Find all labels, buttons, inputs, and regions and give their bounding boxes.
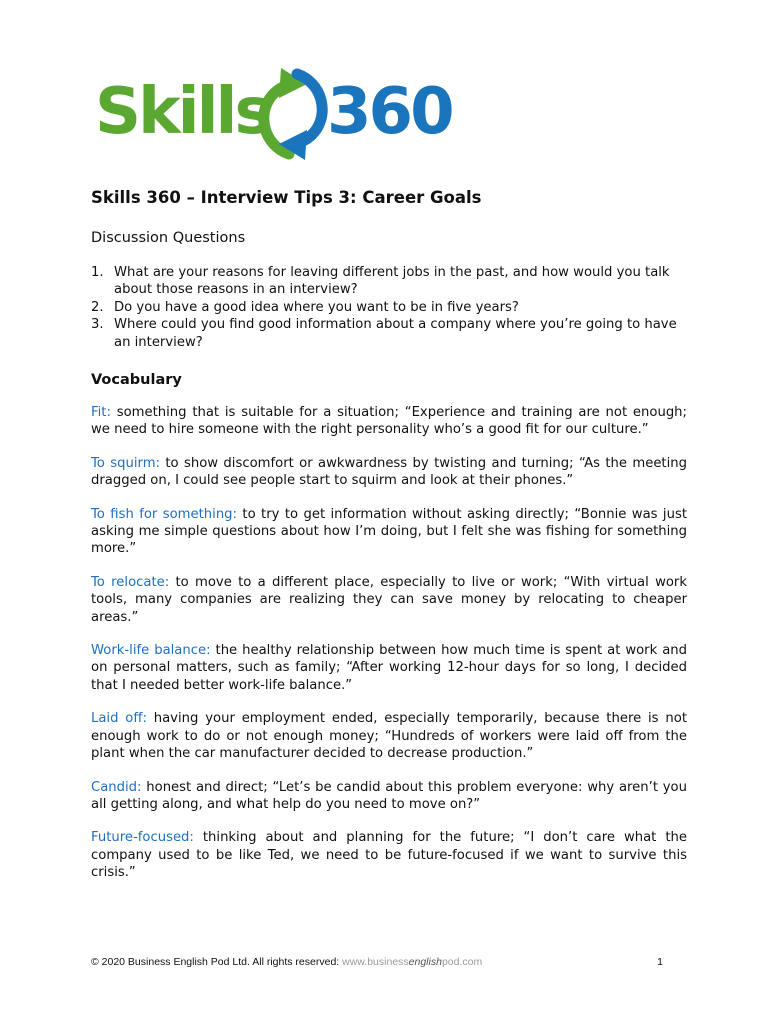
vocab-term: Work-life balance:: [91, 643, 211, 659]
vocab-definition: something that is suitable for a situation; “Experience and training are not enough; we need to hire someone with the right personality who’s a good fit for our culture.”: [91, 405, 687, 438]
website-prefix: www.business: [342, 956, 409, 968]
list-item: [91, 299, 687, 316]
vocab-definition: thinking about and planning for the future; “I don’t care what the company used to be like Ted, we need to be future-focused if we want to survive this crisis.”: [91, 830, 687, 881]
vocab-term: Laid off:: [91, 711, 147, 727]
website-brand: english: [408, 956, 442, 968]
page-number: 1: [657, 956, 663, 968]
vocab-definition: to show discomfort or awkwardness by twisting and turning; “As the meeting dragged on, I could see people start to squirm and look at their phones.”: [91, 455, 687, 489]
question-text: Do you have a good idea where you want to be in five years?: [114, 299, 519, 315]
logo-word: Skills: [95, 75, 270, 149]
vocabulary-list: [91, 404, 687, 898]
refresh-arrows-icon: [255, 64, 331, 164]
vocab-term: To relocate:: [91, 574, 170, 590]
vocab-definition: having your employment ended, especially temporarily, because there is not enough work to do or not enough money; “Hundreds of workers were laid off from the plant when the car manufacturer decided to decrease production.”: [91, 711, 687, 762]
vocab-entry: [91, 574, 687, 626]
list-item: [91, 316, 687, 351]
vocab-term: Candid:: [91, 779, 142, 795]
page-title: Skills 360 – Interview Tips 3: Career Goals: [91, 188, 482, 207]
list-number: 1.: [91, 265, 104, 280]
discussion-heading: Discussion Questions: [91, 230, 246, 246]
vocab-term: To squirm:: [91, 455, 160, 471]
website-link[interactable]: [342, 956, 482, 968]
vocab-term: Future-focused:: [91, 830, 194, 846]
page-footer: [91, 956, 663, 968]
document-body: [91, 186, 687, 881]
vocab-entry: [91, 642, 687, 694]
vocab-entry: [91, 506, 687, 558]
vocab-term: Fit:: [91, 405, 111, 420]
vocab-definition: the healthy relationship between how much time is spent at work and on personal matters, such as family; “After working 12-hour days for so long, I decided that I needed better work-life balance.”: [91, 643, 687, 693]
vocab-term: To fish for something:: [91, 506, 237, 522]
list-item: [91, 264, 687, 299]
website-suffix: pod.com: [441, 956, 483, 968]
vocab-definition: to try to get information without asking directly; “Bonnie was just asking me simple questions about how I’m doing, but I felt she was fishing for something more.”: [91, 506, 687, 557]
skills360-logo: [95, 62, 450, 166]
vocab-entry: [91, 404, 687, 439]
vocab-definition: to move to a different place, especially to live or work; “With virtual work tools, many companies are realizing they can save money by relocating to cheaper areas.”: [91, 574, 687, 625]
vocab-entry: [91, 710, 687, 762]
list-number: 2.: [91, 299, 104, 315]
question-text: What are your reasons for leaving different jobs in the past, and how would you talk about those reasons in an interview?: [114, 265, 670, 298]
vocab-definition: honest and direct; “Let’s be candid about this problem everyone: why aren’t you all getting along, and what help do you need to move on?”: [91, 779, 687, 812]
vocabulary-heading: Vocabulary: [91, 372, 182, 388]
vocab-entry: [91, 829, 687, 881]
copyright-text: © 2020 Business English Pod Ltd. All rights reserved:: [91, 956, 343, 968]
question-text: Where could you find good information about a company where you’re going to have an interview?: [114, 317, 677, 350]
discussion-questions-list: [91, 264, 687, 351]
vocab-entry: [91, 455, 687, 490]
logo-number: 360: [327, 75, 452, 149]
vocab-entry: [91, 779, 687, 814]
list-number: 3.: [91, 317, 104, 333]
